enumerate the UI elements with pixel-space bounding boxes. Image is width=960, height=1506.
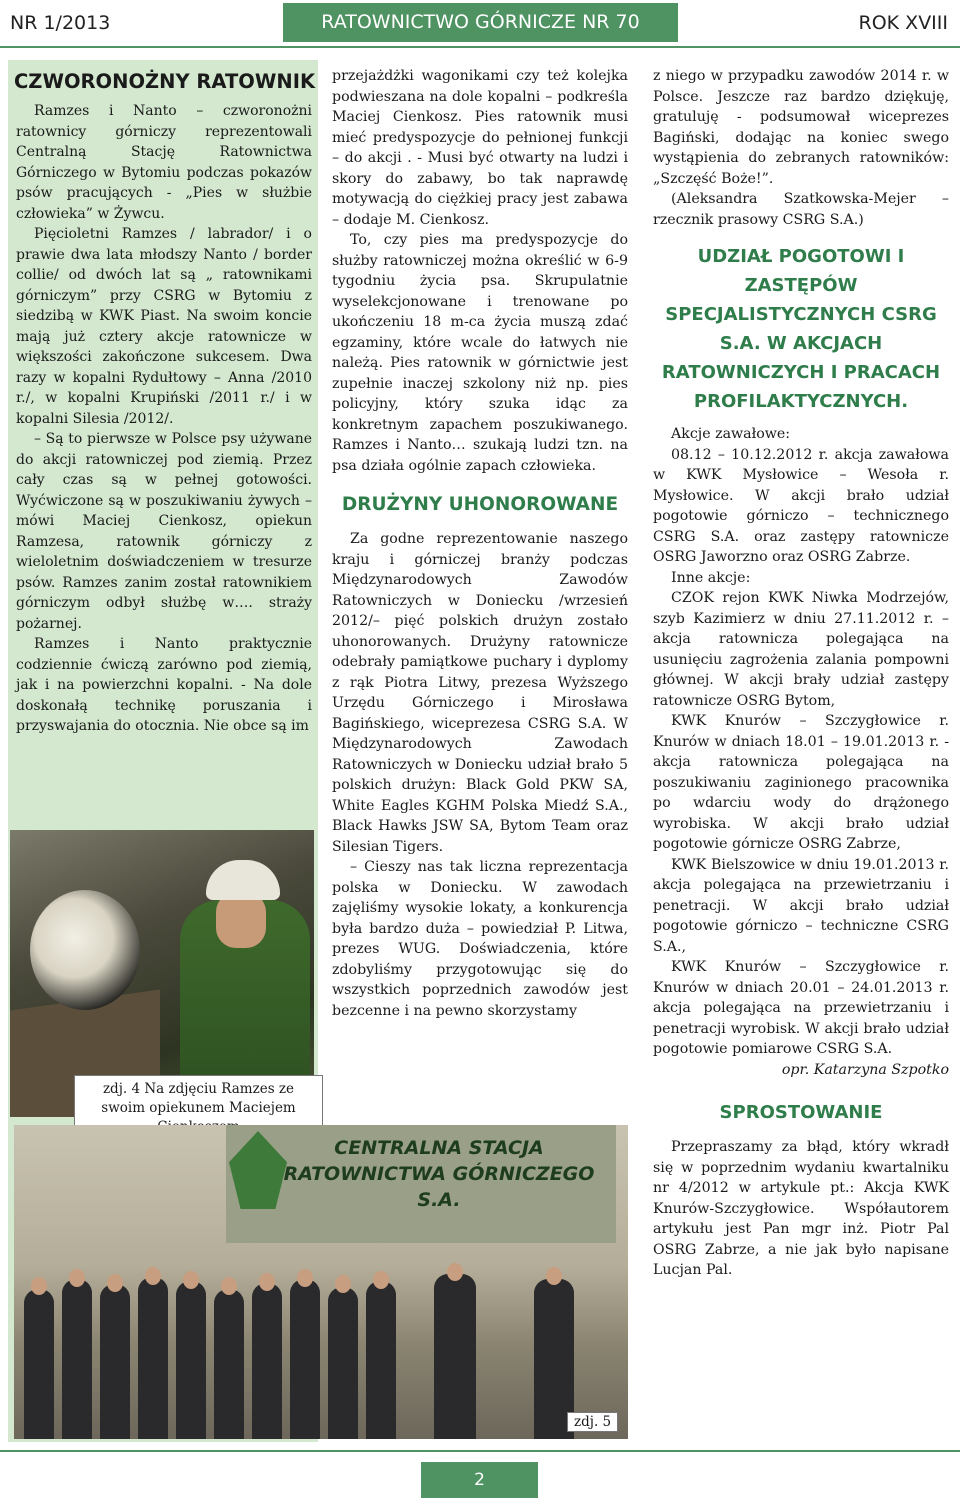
photo-head	[373, 1271, 389, 1289]
photo-head	[546, 1267, 562, 1285]
photo-head	[335, 1275, 351, 1293]
right-column	[653, 66, 949, 1281]
photo-head	[221, 1277, 237, 1295]
right-paragraph: z niego w przypadku zawodów 2014 r. w Polsce. Jeszcze raz bardzo dziękuję, gratuluję - podsumował wiceprezes Bagiński, dodając na koniec swego wystąpienia do zebranych ratowników: „Szczęść Boże!”.	[653, 68, 949, 187]
photo-people	[14, 1269, 628, 1439]
photo-head	[69, 1269, 85, 1287]
photo-person	[366, 1281, 396, 1439]
photo-person	[100, 1284, 130, 1439]
right-paragraph: 08.12 – 10.12.2012 r. akcja zawałowa w KWK Mysłowice – Wesoła r. Mysłowice. W akcji brało udział pogotowie górniczo – technicznego CSRG S.A. oraz zastępy ratownicze OSRG Jaworzno oraz OSRG Zabrze.	[653, 446, 949, 565]
left-paragraph: Ramzes i Nanto praktycznie codziennie ćwiczą zarówno pod ziemią, jak i na powierzchni kopalni. - Na dole doskonałą technikę poruszania i przyswajania do otocznia. Nie obce są im	[16, 636, 312, 734]
photo-head	[297, 1269, 313, 1287]
left-paragraph: – Są to pierwsze w Polsce psy używane do akcji ratowniczej pod ziemią. Przez cały czas są w pełnej gotowości. Wyćwiczone są w poszukiwaniu żywych – mówi Maciej Cienkosz, opiekun Ramzesa, ratownik górniczy z wieloletnim doświadczeniem w tresurze psów. Ramzes zanim został ratownikiem górniczym odbył służbę w…. straży pożarnej.	[16, 431, 312, 632]
photo-head	[183, 1271, 199, 1289]
photo-ceremony	[14, 1125, 628, 1439]
issue-number: NR 1/2013	[10, 12, 111, 34]
page-number: 2	[421, 1462, 538, 1498]
photo-sign-text: CENTRALNA STACJA RATOWNICTWA GÓRNICZEGO S.A.	[283, 1137, 595, 1211]
mid-paragraph: – Cieszy nas tak liczna reprezentacja polska w Doniecku. W zawodach zajęliśmy wysokie lokaty, a konkurencja była bardzo duża – powiedział P. Litwa, prezes WUG. Doświadczenia, które zdobyliśmy przygotowując się do wszystkich poprzednich zawodów jest bezcenne i na pewno skorzystamy	[332, 859, 628, 1019]
photo-head	[31, 1277, 47, 1295]
photo-person	[252, 1283, 282, 1439]
right-paragraph: CZOK rejon KWK Niwka Modrzejów, szyb Kazimierz w dniu 27.11.2012 r. – akcja ratownicza polegająca na usunięciu zagrożenia zalania pompowni głównej. W akcji brały udział zastępy ratownicze OSRG Bytom,	[653, 590, 949, 709]
left-paragraph: Pięcioletni Ramzes / labrador/ i o prawie dwa lata młodszy Nanto / border collie/ od dwóch lat są „ ratownikami górniczym” przy CSRG w Bytomiu z siedzibą w KWK Piast. Na swoim koncie mają już cztery akcje ratownicze w większości zakończone sukcesem. Dwa razy w kopalni Rydułtowy – Anna /2010 r./, w kopalni Krupiński /2011 r./ i w kopalni Silesia /2012/.	[16, 226, 312, 427]
right-paragraph: (Aleksandra Szatkowska-Mejer – rzecznik prasowy CSRG S.A.)	[653, 191, 949, 228]
photo-ramzes	[10, 830, 314, 1117]
middle-column	[332, 66, 628, 1021]
photo-dog	[30, 890, 140, 1010]
mid-heading: DRUŻYNY UHONOROWANE	[341, 494, 619, 515]
photo-person	[138, 1277, 168, 1439]
photo-person	[434, 1274, 476, 1439]
correction-heading: SPROSTOWANIE	[719, 1102, 883, 1123]
photo-head	[259, 1273, 275, 1291]
magazine-title: RATOWNICTWO GÓRNICZE NR 70	[283, 3, 678, 42]
photo-face	[216, 892, 266, 948]
right-heading: UDZIAŁ POGOTOWI I ZASTĘPÓW SPECJALISTYCZNYCH CSRG S.A. W AKCJACH RATOWNICZYCH I PRACACH PROFILAKTYCZNYCH.	[661, 246, 941, 412]
photo-helmet	[206, 860, 280, 900]
volume-label: ROK XVIII	[858, 12, 948, 34]
mid-paragraph: To, czy pies ma predyspozycje do służby ratowniczej można określić w 6-9 tygodniu życia psa. Skrupulatnie wyselekcjonowane i trenowane po ukończeniu 18 m-ca życia muszą zdać egzaminy, które wcale do łatwych nie należą. Pies ratownik w górnictwie jest zupełnie inaczej szkolony niż np. pies policyjny, który szuka idąc za konkretnym zapachem poszukiwanego. Ramzes i Nanto… szukają ludzi tzn. na psa działa ogólnie zapach człowieka.	[332, 232, 628, 474]
header-rule	[0, 46, 960, 48]
right-paragraph: KWK Bielszowice w dniu 19.01.2013 r. akcja polegająca na przewietrzaniu i penetracji. W akcji brało udział pogotowie górniczo – techniczne CSRG S.A.,	[653, 856, 949, 955]
right-paragraph: Przepraszamy za błąd, który wkradł się w poprzednim wydaniu kwartalniku nr 4/2012 w artykule pt.: Akcja KWK Knurów-Szczygłowice. Współautorem artykułu jest Pan mgr inż. Piotr Pal OSRG Zabrze, a nie jak było napisane Lucjan Pal.	[653, 1139, 949, 1278]
photo-person	[290, 1279, 320, 1439]
photo-head	[107, 1274, 123, 1292]
right-paragraph: KWK Knurów – Szczygłowice r. Knurów w dniach 20.01 – 24.01.2013 r. akcja polegająca na przewietrzaniu i penetracji wyrobisk. W akcji brało udział pogotowie pomiarowe CSRG S.A.	[653, 959, 949, 1057]
left-article-title: CZWORONOŻNY RATOWNIK	[14, 70, 316, 93]
left-paragraph: Ramzes i Nanto – czworonożni ratownicy górniczy reprezentowali Centralną Stację Ratownictwa Górniczego w Bytomiu podczas pokazów psów pracujących - „Pies w służbie człowieka” w Żywcu.	[16, 103, 312, 222]
photo-person	[214, 1289, 244, 1439]
photo-person	[328, 1287, 358, 1439]
mid-paragraph: Za godne reprezentowanie naszego kraju i górniczej branży podczas Międzynarodowych Zawodów Ratowniczych w Doniecku /wrzesień 2012/– pięć polskich drużyn zostało uhonorowanych. Drużyny ratownicze odebrały pamiątkowe puchary i dyplomy z rąk Piotra Litwy, prezesa Wyższego Urzędu Górniczego i Mirosława Bagińskiego, wiceprezesa CSRG S.A. W Międzynarodowych Zawodach Ratowniczych w Doniecku udział brało 5 polskich drużyn: Black Gold PKW SA, White Eagles KGHM Polska Miedź S.A., Black Hawks JSW SA, Bytom Team oraz Silesian Tigers.	[332, 531, 628, 855]
footer-rule	[0, 1450, 960, 1452]
photo-person	[62, 1279, 92, 1439]
photo-caption-5: zdj. 5	[567, 1412, 618, 1432]
right-paragraph: Akcje zawałowe:	[671, 426, 791, 442]
photo-person	[24, 1289, 54, 1439]
mid-paragraph: przejażdżki wagonikami czy też kolejka podwieszana na dole kopalni – podkreśla Maciej Cienkosz. Pies ratownik musi mieć predyspozycje do pełnionej funkcji – do akcji . - Musi być otwarty na ludzi i skory do zabawy, bo tak naprawdę motywacją do ciężkiej pracy jest zabawa – dodaje M. Cienkosz.	[332, 68, 628, 228]
photo-head	[447, 1263, 463, 1281]
photo-person	[176, 1281, 206, 1439]
right-paragraph: KWK Knurów – Szczygłowice r. Knurów w dniach 18.01 – 19.01.2013 r. - akcja ratownicza polegająca na poszukiwaniu zaginionego pracownika po wdarciu wody do drążonego wyrobiska. W akcji brało udział pogotowie górnicze OSRG Zabrze,	[653, 713, 949, 852]
photo-caption-4: zdj. 4 Na zdjęciu Ramzes ze swoim opiekunem Maciejem	[74, 1075, 323, 1142]
author-signature: opr. Katarzyna Szpotko	[781, 1061, 949, 1078]
right-paragraph: Inne akcje:	[671, 569, 751, 586]
photo-head	[145, 1267, 161, 1285]
